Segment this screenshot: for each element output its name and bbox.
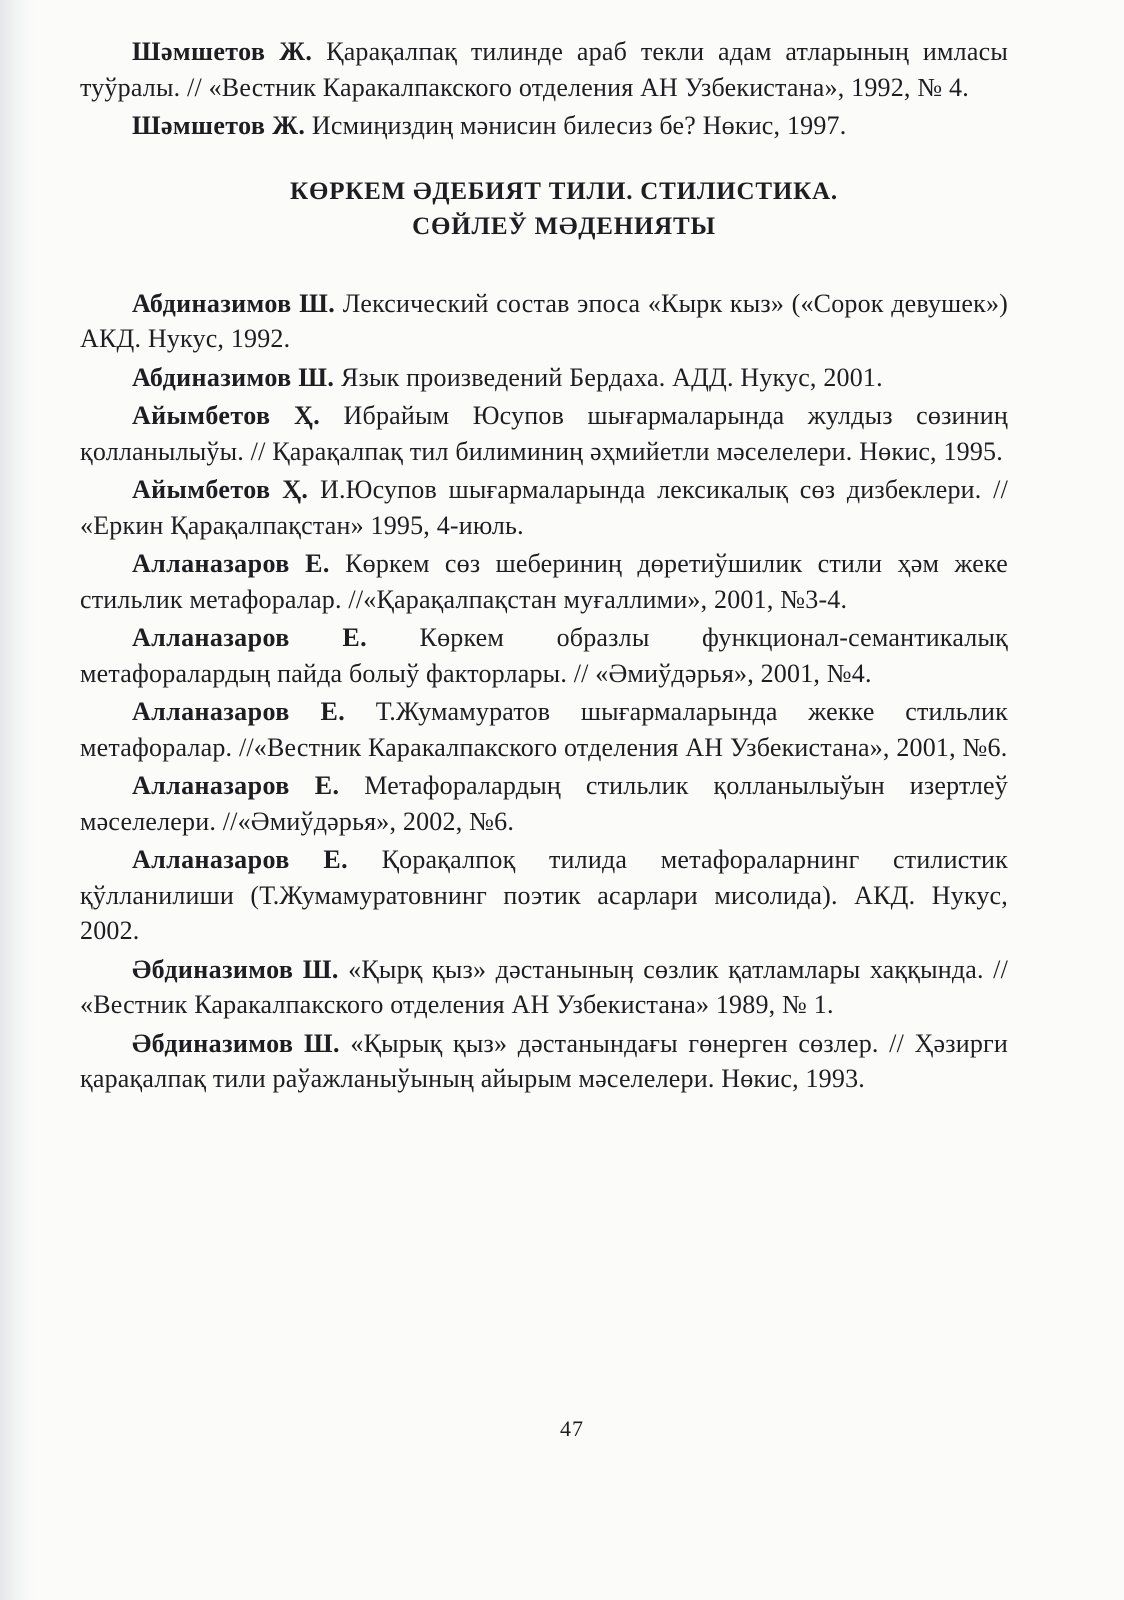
entry-text: Көркем сөз шебериниң дөретиўшилик стили ҳәм жеке стильлик метафоралар. //«Қарақалпақстан муғаллими», 2001, №3-4.: [80, 549, 1008, 614]
entry-text: Ибрайым Юсупов шығармаларында жулдыз сөзиниң қолланылыўы. // Қарақалпақ тил билиминиң әҳмийетли мәселелери. Нөкис, 1995.: [80, 401, 1009, 466]
scan-shadow: [0, 0, 34, 1600]
bibliography-entry: [80, 286, 1008, 357]
bibliography-entry: [80, 472, 1008, 543]
section-heading-line-1: КӨРКЕМ ӘДЕБИЯТ ТИЛИ. СТИЛИСТИКА.: [290, 177, 838, 205]
entry-text: Лексический состав эпоса «Кырк кыз» («Сорок девушек») АКД. Нукус, 1992.: [80, 288, 1009, 353]
entry-author: Алланазаров Е.: [132, 697, 346, 726]
entry-author: Әбдиназимов Ш.: [132, 954, 339, 984]
entry-author: Әбдиназимов Ш.: [132, 1028, 340, 1058]
entry-text: Қарақалпақ тилинде араб текли адам атларының имласы туўралы. // «Вестник Каракалпакского отделения АН Узбекистана», 1992, № 4.: [80, 37, 1008, 102]
bibliography-entry: [80, 694, 1008, 765]
bibliography-entry: [80, 842, 1008, 949]
bibliography-entry: [80, 398, 1008, 469]
bibliography-entry: [80, 620, 1008, 691]
bibliography-entry: [80, 952, 1008, 1023]
entry-author: Шәмшетов Ж.: [132, 37, 313, 66]
entry-text: Язык произведений Бердаха. АДД. Нукус, 2001.: [334, 362, 883, 392]
page-number: 47: [560, 1416, 584, 1441]
entry-author: Абдиназимов Ш.: [132, 288, 336, 318]
entry-text: Көркем образлы функционал-семантикалық метафоралардың пайда болыў факторлары. // «Әмиўдәрья», 2001, №4.: [80, 623, 1008, 688]
bibliography-entry: [80, 546, 1008, 617]
bibliography-entry: [80, 360, 1008, 396]
entry-author: Айымбетов Ҳ.: [132, 475, 309, 504]
page-content: [80, 34, 1008, 1100]
bibliography-entry: [80, 108, 1008, 144]
entry-text: И.Юсупов шығармаларында лексикалық сөз дизбеклери. // «Еркин Қарақалпақстан» 1995, 4-июль.: [80, 475, 1008, 540]
bibliography-entry: [80, 34, 1008, 105]
entry-text: «Қырық қыз» дәстанындағы гөнерген сөзлер. // Ҳәзирги қарақалпақ тили раўажланыўының айырым мәселелери. Нөкис, 1993.: [80, 1028, 1008, 1093]
entry-author: Шәмшетов Ж.: [132, 111, 306, 140]
entry-text: Т.Жумамуратов шығармаларында жекке стильлик метафоралар. //«Вестник Каракалпакского отделения АН Узбекистана», 2001, №6.: [80, 697, 1008, 762]
bibliography-entry: [80, 768, 1008, 839]
entry-text: Метафоралардың стильлик қолланылыўын изертлеў мәселелери. //«Әмиўдәрья», 2002, №6.: [80, 771, 1008, 836]
bibliography-entry: [80, 1026, 1008, 1097]
entry-author: Айымбетов Ҳ.: [132, 401, 321, 430]
entry-author: Алланазаров Е.: [132, 845, 349, 874]
entry-text: Исмиңиздиң мәнисин билесиз бе? Нөкис, 1997.: [305, 111, 847, 140]
entry-author: Алланазаров Е.: [132, 549, 330, 578]
section-heading: [80, 174, 1008, 244]
entry-author: Алланазаров Е.: [132, 771, 340, 800]
entry-author: Алланазаров Е.: [132, 623, 368, 652]
entry-author: Абдиназимов Ш.: [132, 362, 335, 392]
entry-text: Қорақалпоқ тилида метафораларнинг стилистик қўлланилиши (Т.Жумамуратовнинг поэтик асарлари мисолида). АКД. Нукус, 2002.: [80, 845, 1008, 945]
entry-text: «Қырқ қыз» дәстаныныӊ сөзлик қатламлары хаққында. // «Вестник Каракалпакского отделения АН Узбекистана» 1989, № 1.: [80, 954, 1008, 1019]
section-heading-line-2: СӨЙЛЕЎ МӘДЕНИЯТЫ: [412, 212, 716, 240]
